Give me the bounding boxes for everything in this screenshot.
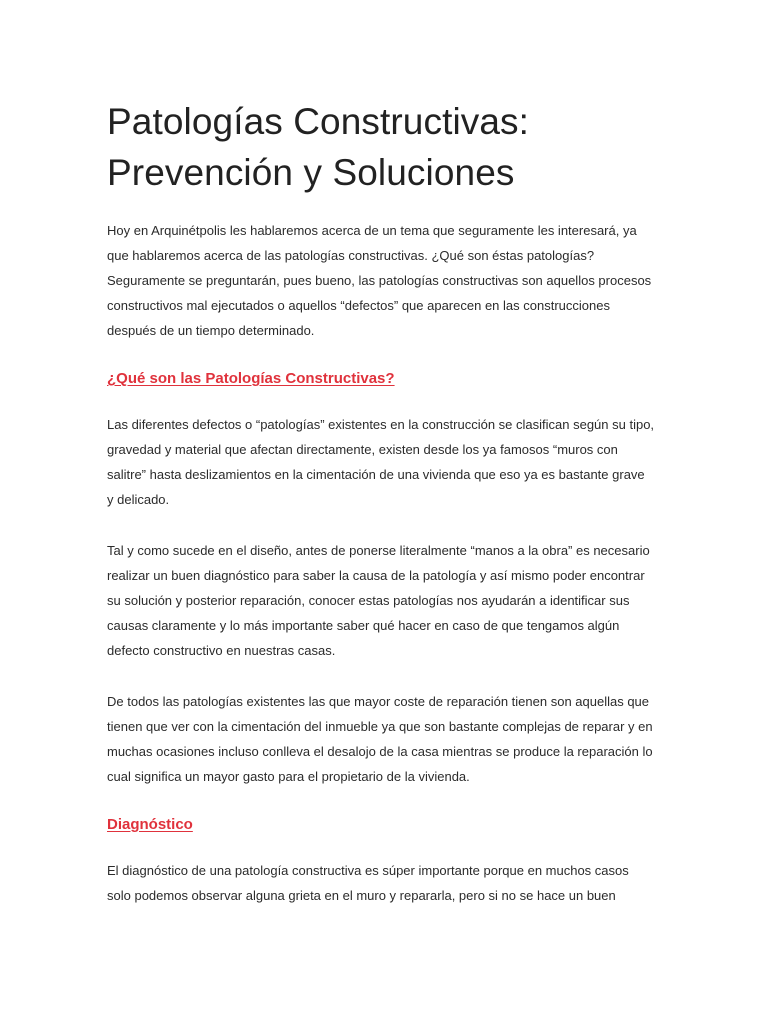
section1-paragraph-3 [107,689,667,789]
text-line: tienen que ver con la cimentación del inmueble ya que son bastante complejas de reparar y en [107,719,653,734]
section2-paragraph [107,858,667,908]
page-title [107,96,667,198]
text-line: defecto constructivo en nuestras casas. [107,643,336,658]
text-line: Tal y como sucede en el diseño, antes de ponerse literalmente “manos a la obra” es necesario [107,543,650,558]
section1-paragraph-2 [107,538,667,663]
text-line: Hoy en Arquinétpolis les hablaremos acerca de un tema que seguramente les interesará, ya [107,223,637,238]
text-line: causas claramente y lo más importante saber qué hacer en caso de que tengamos algún [107,618,620,633]
text-line: constructivos mal ejecutados o aquellos “defectos” que aparecen en las construcciones [107,298,610,313]
text-line: De todos las patologías existentes las que mayor coste de reparación tienen son aquellas que [107,694,650,709]
text-line: muchas ocasiones incluso conlleva el desalojo de la casa mientras se produce la reparación lo [107,744,653,759]
text-line: salitre” hasta deslizamientos en la cimentación de una vivienda que eso ya es bastante grave [107,467,645,482]
text-line: Seguramente se preguntarán, pues bueno, las patologías constructivas son aquellos procesos [107,273,652,288]
document-page [107,96,667,908]
text-line: realizar un buen diagnóstico para saber la causa de la patología y así mismo poder encontrar [107,568,645,583]
text-line: Las diferentes defectos o “patologías” existentes en la construcción se clasifican según su tipo, [107,417,655,432]
section-heading-diagnostico[interactable]: Diagnóstico [107,816,193,833]
section1-paragraph-1 [107,412,667,512]
section-heading-what-are[interactable]: ¿Qué son las Patologías Constructivas? [107,370,395,387]
text-line: El diagnóstico de una patología constructiva es súper importante porque en muchos casos [107,863,629,878]
text-line: cual significa un mayor gasto para el propietario de la vivienda. [107,769,470,784]
title-line: Prevención y Soluciones [107,152,515,193]
text-line: solo podemos observar alguna grieta en el muro y repararla, pero si no se hace un buen [107,888,616,903]
text-line: y delicado. [107,492,170,507]
text-line: después de un tiempo determinado. [107,323,315,338]
title-line: Patologías Constructivas: [107,101,530,142]
text-line: gravedad y material que afectan directamente, existen desde los ya famosos “muros con [107,442,618,457]
intro-paragraph [107,218,667,343]
text-line: su solución y posterior reparación, conocer estas patologías nos ayudarán a identificar sus [107,593,630,608]
text-line: que hablaremos acerca de las patologías constructivas. ¿Qué son éstas patologías? [107,248,595,263]
